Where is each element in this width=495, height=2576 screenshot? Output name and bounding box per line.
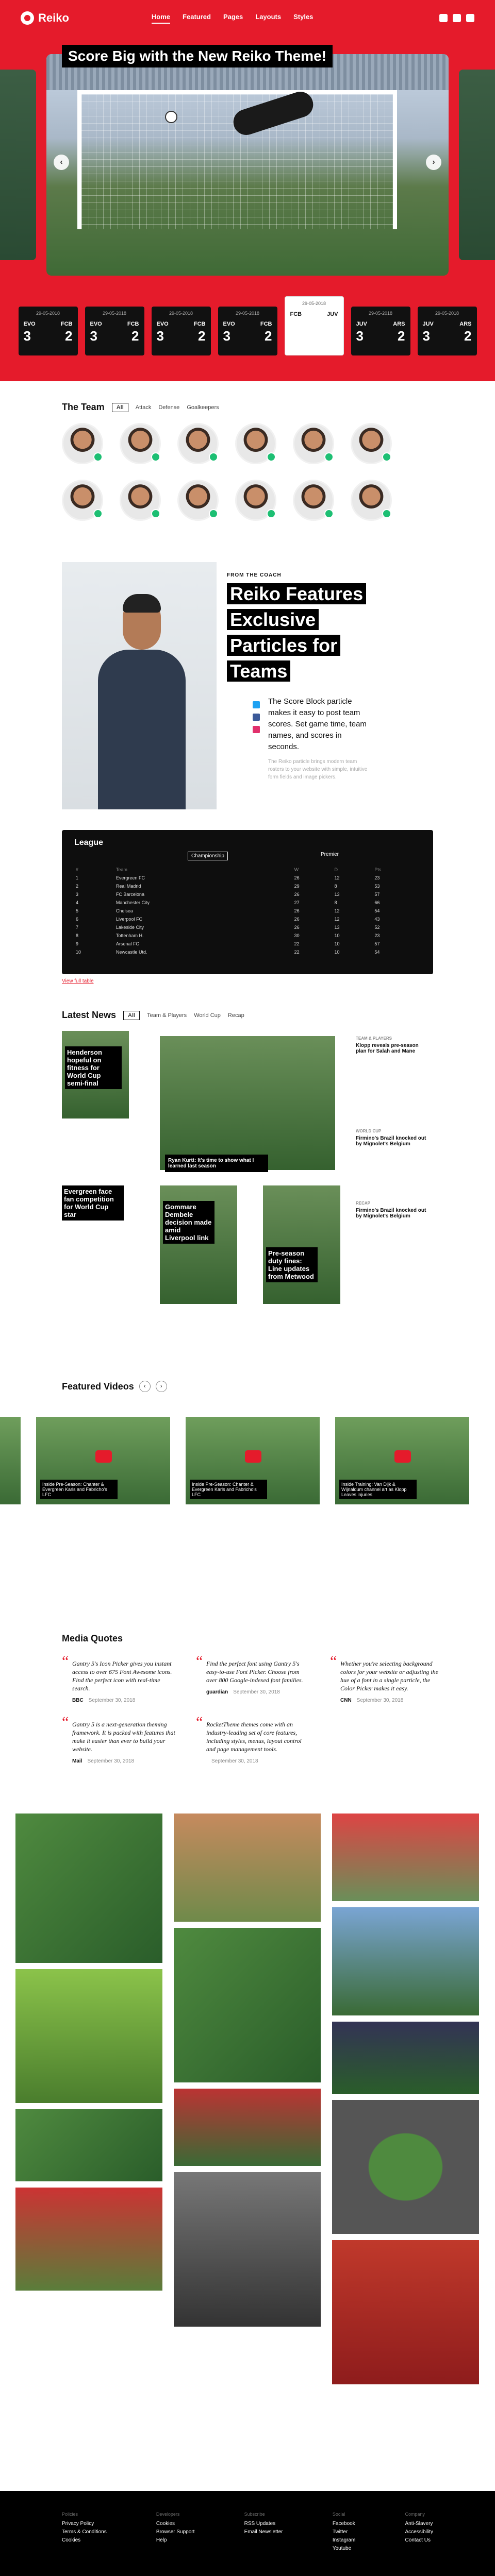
video-card[interactable]: Inside Pre-Season: Chanter & Evergreen Karls and Fabricho's LFC <box>186 1417 320 1504</box>
player-avatar[interactable] <box>120 423 161 464</box>
filter-all[interactable]: All <box>112 403 128 412</box>
table-row: 8 Tottenham H. 30 10 23 <box>76 933 380 938</box>
video-card[interactable] <box>0 1417 21 1504</box>
twitter-icon[interactable] <box>453 14 461 22</box>
league-title: League <box>74 838 104 847</box>
play-icon <box>394 1450 411 1463</box>
footer <box>0 2491 495 2576</box>
coach-photo <box>62 562 217 809</box>
gallery-image[interactable] <box>174 1814 321 1922</box>
quote-item: “ Whether you're selecting background colors for your website or adjusting the hue of a font in a single particle, the Color Picker makes it easy. CNN September 30, 2018 <box>330 1659 443 1705</box>
gallery-image[interactable] <box>332 2100 479 2234</box>
twitter-icon[interactable] <box>253 701 260 708</box>
table-row: 6 Liverpool FC 26 12 43 <box>76 917 380 922</box>
league-table <box>62 830 433 974</box>
quote-item: “ Gantry 5's Icon Picker gives you instant access to over 675 Font Awesome icons. Find the perfect icon with real-time search. BBC September 30, 2018 <box>62 1659 175 1705</box>
footer-col: Social Facebook Twitter Instagram Youtube <box>332 2512 356 2551</box>
table-row: 10 Newcastle Utd. 22 10 54 <box>76 950 380 955</box>
quote-item: “ RocketTheme themes come with an industry-leading set of core features, including styles, menus, layout control and page management tools. September 30, 2018 <box>196 1720 309 1766</box>
table-row: 1 Evergreen FC 26 12 23 <box>76 875 380 880</box>
gallery-image[interactable] <box>174 2172 321 2327</box>
news-headline[interactable]: Pre-season duty fines: Line updates from Metwood <box>266 1247 318 1282</box>
ball-icon <box>165 111 177 123</box>
menu-pages[interactable]: Pages <box>223 12 243 21</box>
logo-icon <box>21 11 34 25</box>
coach-text: The Score Block particle makes it easy to post team scores. Set game time, team names, and scores in seconds. <box>268 697 367 751</box>
social-links <box>439 14 474 22</box>
player-avatar[interactable] <box>235 423 276 464</box>
gallery-image[interactable] <box>15 1814 162 1963</box>
player-avatar[interactable] <box>293 423 334 464</box>
coach-quote: The Reiko particle brings modern team rosters to your website with simple, intuitive form fields and image pickers. <box>268 759 368 780</box>
video-card[interactable]: Inside Training: Van Dijk & Wijnaldum channel art as Klopp Leaves injuries <box>335 1417 469 1504</box>
news-headline[interactable]: Ryan Kurtt: It's time to show what I learned last season <box>165 1155 268 1172</box>
score-card[interactable]: 29-05-2018 JUV ARS 3 2 <box>418 307 477 355</box>
player-grid <box>62 423 433 521</box>
coach-kicker: FROM THE COACH <box>227 572 282 578</box>
gallery-image[interactable] <box>174 1928 321 2082</box>
table-row: 5 Chelsea 26 12 54 <box>76 908 380 913</box>
news-side-item[interactable]: RECAP Firmino's Brazil knocked out by Mignolet's Belgium <box>356 1201 426 1219</box>
quote-item: “ Find the perfect font using Gantry 5's easy-to-use Font Picker. Choose from over 800 Google-indexed font families. guardian September 30, 2018 <box>196 1659 309 1705</box>
team-title: The Team <box>62 402 105 412</box>
team-section <box>0 381 495 541</box>
video-card[interactable]: Inside Pre-Season: Chanter & Evergreen Karls and Fabricho's LFC <box>36 1417 170 1504</box>
quote-item: “ Gantry 5 is a next-generation theming framework. It is packed with features that make it easier than ever to build your website. Mail September 30, 2018 <box>62 1720 175 1766</box>
filter-defense[interactable]: Defense <box>158 404 180 411</box>
gallery-image[interactable] <box>174 2089 321 2166</box>
news-headline[interactable]: Evergreen face fan competition for World Cup star <box>62 1185 124 1221</box>
tab-premier[interactable]: Premier <box>320 852 339 857</box>
filter-world-cup[interactable]: World Cup <box>194 1012 221 1019</box>
play-icon <box>245 1450 261 1463</box>
score-strip <box>0 301 495 355</box>
player-avatar[interactable] <box>177 423 219 464</box>
top-nav <box>0 0 495 36</box>
gallery-image[interactable] <box>332 2240 479 2384</box>
news-headline[interactable]: Gommare Dembele decision made amid Liverpool link <box>163 1201 214 1244</box>
filter-goalkeepers[interactable]: Goalkeepers <box>187 404 219 411</box>
table-row: 4 Manchester City 27 8 66 <box>76 900 380 905</box>
chevron-left-icon[interactable]: ‹ <box>54 155 69 170</box>
hero-slider <box>0 48 495 276</box>
news-image[interactable] <box>263 1185 340 1304</box>
table-row: 3 FC Barcelona 26 13 57 <box>76 892 380 897</box>
youtube-icon[interactable] <box>466 14 474 22</box>
player-avatar[interactable] <box>351 480 392 521</box>
player-avatar[interactable] <box>62 480 103 521</box>
player-avatar[interactable] <box>62 423 103 464</box>
gallery-image[interactable] <box>15 2188 162 2291</box>
footer-col: Company Anti-Slavery Accessibility Contact Us <box>405 2512 433 2543</box>
table-row: 9 Arsenal FC 22 10 57 <box>76 941 380 946</box>
videos-title: Featured Videos <box>62 1381 134 1392</box>
play-icon <box>95 1450 112 1463</box>
coach-title: Reiko Features Exclusive Particles for Teams <box>227 583 366 682</box>
hero-title: Score Big with the New Reiko Theme! <box>62 45 333 67</box>
filter-team-players[interactable]: Team & Players <box>147 1012 187 1019</box>
score-card[interactable]: 29-05-2018 JUV ARS 3 2 <box>351 307 410 355</box>
quotes-title: Media Quotes <box>62 1633 123 1643</box>
chevron-right-icon[interactable]: › <box>426 155 441 170</box>
player-avatar[interactable] <box>351 423 392 464</box>
standings: # Team W D Pts 1 Evergreen FC 26 12 23 2 Real Madrid 29 8 53 3 FC Barcelona 26 13 57 4 Manchester City 27 8 66 5 Chelsea 26 12 54 6 Liverpool FC 26 12 43 7 Lakeside City 26 13 52 8 Tottenham H. 30 10 23 9 Arsenal FC 22 10 57 10 Newcastle Utd. 22 10 54 <box>74 866 421 956</box>
news-side-item[interactable]: WORLD CUP Firmino's Brazil knocked out by Mignolet's Belgium <box>356 1129 426 1147</box>
tab-championship[interactable]: Championship <box>188 852 228 860</box>
news-image[interactable] <box>160 1036 335 1170</box>
videos-section <box>0 1365 495 1613</box>
player-avatar[interactable] <box>120 480 161 521</box>
main-menu <box>152 13 314 24</box>
prev-slide-preview[interactable] <box>0 70 36 260</box>
facebook-icon[interactable] <box>439 14 448 22</box>
score-card[interactable]: 29-05-2018 EVO FCB 3 2 <box>19 307 78 355</box>
photo-gallery <box>0 1814 495 2491</box>
gallery-image[interactable] <box>332 1814 479 1901</box>
news-side-item[interactable]: TEAM & PLAYERS Klopp reveals pre-season plan for Salah and Mane <box>356 1036 419 1054</box>
filter-recap[interactable]: Recap <box>227 1012 244 1019</box>
chevron-right-icon[interactable]: › <box>156 1381 167 1392</box>
menu-layouts[interactable]: Layouts <box>255 12 282 21</box>
view-full-table-link[interactable]: View full table <box>62 978 94 984</box>
footer-col: Developers Cookies Browser Support Help <box>156 2512 195 2543</box>
player-avatar[interactable] <box>293 480 334 521</box>
player-avatar[interactable] <box>235 480 276 521</box>
player-avatar[interactable] <box>177 480 219 521</box>
menu-home[interactable]: Home <box>152 13 170 24</box>
hero-slide-image <box>46 54 449 276</box>
gallery-image[interactable] <box>15 1969 162 2103</box>
gallery-image[interactable] <box>332 2022 479 2094</box>
filter-all[interactable]: All <box>123 1011 140 1020</box>
news-title: Latest News <box>62 1010 117 1020</box>
gallery-image[interactable] <box>15 2109 162 2181</box>
goal-net <box>77 90 397 229</box>
quotes-section <box>0 1613 495 1814</box>
footer-col: Policies Privacy Policy Terms & Conditions Cookies <box>62 2512 107 2543</box>
table-row: 7 Lakeside City 26 13 52 <box>76 925 380 930</box>
score-card[interactable]: 29-05-2018 EVO FCB 3 2 <box>218 307 277 355</box>
filter-attack[interactable]: Attack <box>135 404 152 411</box>
table-row: 2 Real Madrid 29 8 53 <box>76 884 380 889</box>
menu-featured[interactable]: Featured <box>183 12 211 21</box>
hero <box>0 0 495 381</box>
logo[interactable]: Reiko <box>21 11 69 25</box>
footer-col: Subscribe RSS Updates Email Newsletter <box>244 2512 283 2535</box>
score-card-selected[interactable]: 29-05-2018 FCB JUV <box>285 296 344 355</box>
news-section <box>0 984 495 1365</box>
next-slide-preview[interactable] <box>459 70 495 260</box>
team-filters <box>112 403 219 412</box>
score-card[interactable]: 29-05-2018 EVO FCB 3 2 <box>152 307 211 355</box>
menu-styles[interactable]: Styles <box>293 12 314 21</box>
news-headline[interactable]: Henderson hopeful on fitness for World Cup semi-final <box>65 1046 122 1089</box>
coach-section <box>0 541 495 830</box>
score-card[interactable]: 29-05-2018 EVO FCB 3 2 <box>85 307 144 355</box>
chevron-left-icon[interactable]: ‹ <box>139 1381 151 1392</box>
facebook-icon[interactable] <box>253 714 260 721</box>
gallery-image[interactable] <box>332 1907 479 2015</box>
instagram-icon[interactable] <box>253 726 260 733</box>
